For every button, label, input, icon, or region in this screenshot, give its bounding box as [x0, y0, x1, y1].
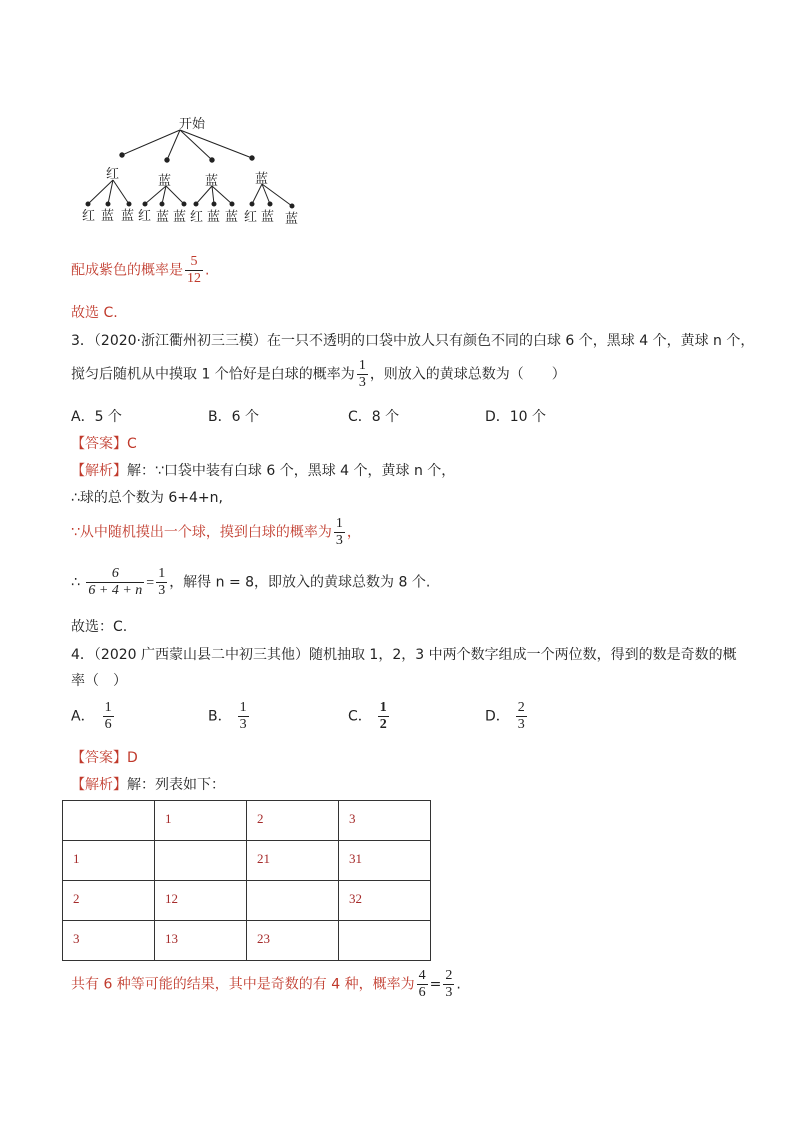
- q3-stem-line1: 3．（2020·浙江衢州初三三模）在一只不透明的口袋中放人只有颜色不同的白球 6 个，黑球 4 个，黄球 n 个，: [71, 333, 755, 349]
- table-cell: [155, 841, 247, 881]
- fraction: $\frac{1}{3}$: [158, 566, 166, 598]
- table-cell: 12: [155, 881, 247, 921]
- table-cell: 13: [155, 921, 247, 961]
- q3-option-a: A．5 个: [71, 409, 122, 425]
- q4-answer: 【答案】D: [71, 750, 138, 766]
- q4-stem-line1: 4．（2020 广西蒙山县二中初三其他）随机抽取 1，2，3 中两个数字组成一个两位数，得到的数是奇数的概: [71, 647, 737, 663]
- tree-leaf: 红: [82, 209, 96, 224]
- q4-stem-line2: 率（ ）: [71, 673, 127, 689]
- tree-node: 蓝: [205, 174, 219, 189]
- q3-stem-line2: 搅匀后随机从中摸取 1 个恰好是白球的概率为 $\frac{1}{3}$ ，则放入的黄球总数为（ ）: [71, 358, 566, 390]
- table-cell: 2: [247, 801, 339, 841]
- tree-leaf: 蓝: [207, 210, 221, 225]
- tree-leaf: 蓝: [261, 210, 275, 225]
- tree-root: 开始: [179, 117, 206, 132]
- fraction: $\frac{1}{3}$: [335, 516, 343, 548]
- table-cell: 3: [63, 921, 155, 961]
- q3-analysis-3: ∵从中随机摸出一个球，摸到白球的概率为 $\frac{1}{3}$ ，: [71, 516, 361, 548]
- table-cell: 23: [247, 921, 339, 961]
- table-cell: 3: [339, 801, 431, 841]
- tree-leaf: 蓝: [101, 209, 115, 224]
- tree-leaf: 蓝: [225, 210, 239, 225]
- table-cell: [63, 801, 155, 841]
- fraction: $\frac{1}{3}$: [358, 358, 366, 390]
- q3-option-c: C．8 个: [348, 409, 400, 425]
- q3-analysis-4: ∴ $\frac{6}{6 + 4 + n}$ = $\frac{1}{3}$ ，解得 n = 8，即放入的黄球总数为 8 个.: [71, 566, 431, 598]
- tree-leaf: 蓝: [285, 212, 299, 227]
- fraction: $\frac{4}{6}$: [418, 968, 426, 1000]
- q4-option-c: C． $\frac{1}{2}$: [348, 700, 387, 732]
- table-cell: 2: [63, 881, 155, 921]
- q4-option-b: B． $\frac{1}{3}$: [208, 700, 247, 732]
- prev-result: 配成紫色的概率是 $\frac{5}{12}$ .: [71, 254, 210, 286]
- q3-option-d: D．10 个: [485, 409, 547, 425]
- q4-option-a: A． $\frac{1}{6}$: [71, 700, 112, 732]
- fraction: $\frac{1}{3}$: [239, 700, 247, 732]
- table-cell: 1: [155, 801, 247, 841]
- tree-node: 红: [106, 167, 120, 182]
- table-row: [63, 921, 431, 961]
- tree-node: 蓝: [158, 174, 172, 189]
- q3-answer: 【答案】C: [71, 436, 137, 452]
- tree-lines: [0, 0, 330, 230]
- q4-option-d: D． $\frac{2}{3}$: [485, 700, 525, 732]
- fraction: $\frac{6}{6 + 4 + n}$: [88, 566, 143, 598]
- table-cell: 21: [247, 841, 339, 881]
- tree-leaf: 蓝: [121, 209, 135, 224]
- q3-analysis-1: 【解析】解：∵口袋中装有白球 6 个，黑球 4 个，黄球 n 个，: [71, 463, 456, 479]
- q4-conclusion: 共有 6 种等可能的结果，其中是奇数的有 4 种，概率为 $\frac{4}{6}$ = $\frac{2}{3}$ .: [71, 968, 461, 1000]
- fraction: $\frac{2}{3}$: [445, 968, 453, 1000]
- table-cell: [339, 921, 431, 961]
- q4-analysis-1: 【解析】解：列表如下：: [71, 777, 225, 793]
- table-row: [63, 841, 431, 881]
- prev-choose: 故选 C.: [71, 305, 118, 321]
- table-row: [63, 801, 431, 841]
- table-cell: [247, 881, 339, 921]
- table-cell: 1: [63, 841, 155, 881]
- q3-analysis-2: ∴球的总个数为 6+4+n,: [71, 490, 223, 506]
- q3-choose: 故选：C.: [71, 619, 128, 635]
- q3-option-b: B．6 个: [208, 409, 259, 425]
- table-cell: 32: [339, 881, 431, 921]
- fraction: $\frac{2}{3}$: [517, 700, 525, 732]
- fraction: $\frac{5}{12}$: [187, 254, 201, 286]
- table-cell: 31: [339, 841, 431, 881]
- result-table: [62, 800, 431, 961]
- tree-leaf: 红: [244, 210, 258, 225]
- table-row: [63, 881, 431, 921]
- fraction: $\frac{1}{6}$: [104, 700, 112, 732]
- fraction: $\frac{1}{2}$: [379, 700, 387, 732]
- tree-leaf: 蓝: [156, 210, 170, 225]
- tree-leaf: 蓝: [173, 210, 187, 225]
- tree-leaf: 红: [190, 210, 204, 225]
- tree-node: 蓝: [255, 172, 269, 187]
- tree-leaf: 红: [138, 209, 152, 224]
